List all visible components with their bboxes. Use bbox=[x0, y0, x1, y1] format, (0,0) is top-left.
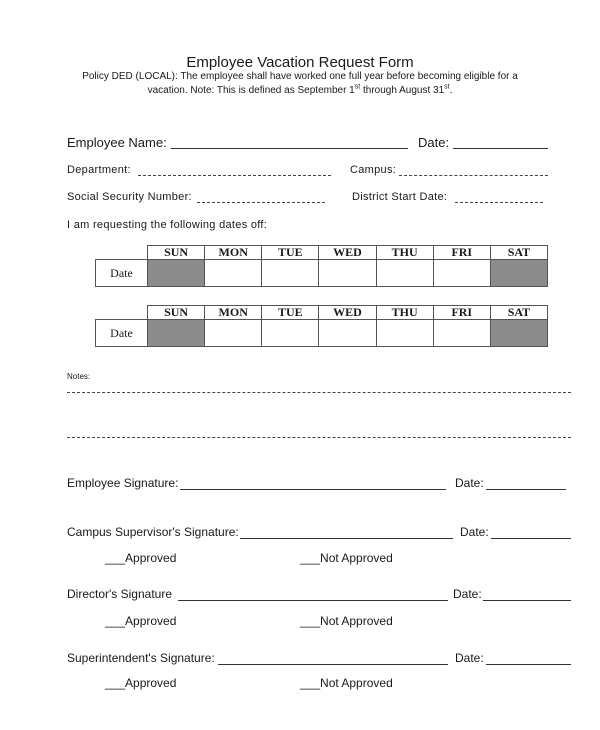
department-label: Department: bbox=[67, 164, 131, 176]
date-cell-wed[interactable] bbox=[319, 320, 376, 347]
policy-line-1: Policy DED (LOCAL): The employee shall have worked one full year before becoming eligible for a bbox=[82, 71, 518, 82]
date-cell-fri[interactable] bbox=[433, 320, 490, 347]
date-cell-mon[interactable] bbox=[205, 260, 262, 287]
supervisor-signature-field[interactable] bbox=[240, 538, 453, 539]
employee-name-label: Employee Name: bbox=[67, 135, 167, 150]
superintendent-signature-field[interactable] bbox=[218, 664, 448, 665]
district-start-date-label: District Start Date: bbox=[352, 191, 448, 203]
day-header-tue: TUE bbox=[262, 246, 319, 260]
day-header-tue: TUE bbox=[262, 306, 319, 320]
date-cell-sat bbox=[490, 320, 547, 347]
supervisor-signature-label: Campus Supervisor's Signature: bbox=[67, 525, 239, 539]
supervisor-not-approved-option[interactable]: ___Not Approved bbox=[300, 551, 393, 565]
director-signature-label: Director's Signature bbox=[67, 587, 172, 601]
table-corner bbox=[96, 246, 148, 260]
day-header-sun: SUN bbox=[148, 306, 205, 320]
director-approved-option[interactable]: ___Approved bbox=[105, 614, 177, 628]
superintendent-not-approved-option[interactable]: ___Not Approved bbox=[300, 676, 393, 690]
superintendent-date-field[interactable] bbox=[486, 664, 571, 665]
ssn-label: Social Security Number: bbox=[67, 191, 192, 203]
form-title: Employee Vacation Request Form bbox=[186, 54, 414, 71]
date-row-label: Date bbox=[96, 260, 148, 287]
policy-line-2: vacation. Note: This is defined as September 1st through August 31st. bbox=[147, 83, 453, 96]
supervisor-date-label: Date: bbox=[460, 525, 489, 539]
date-field[interactable] bbox=[453, 148, 548, 149]
date-cell-wed[interactable] bbox=[319, 260, 376, 287]
day-header-thu: THU bbox=[376, 306, 433, 320]
employee-signature-date-label: Date: bbox=[455, 476, 484, 490]
director-signature-field[interactable] bbox=[178, 600, 448, 601]
district-start-date-field[interactable] bbox=[455, 202, 543, 203]
date-label: Date: bbox=[418, 135, 450, 150]
date-cell-sat bbox=[490, 260, 547, 287]
day-header-sat: SAT bbox=[490, 246, 547, 260]
date-cell-sun bbox=[148, 260, 205, 287]
employee-signature-label: Employee Signature: bbox=[67, 476, 179, 490]
day-header-fri: FRI bbox=[433, 306, 490, 320]
employee-name-field[interactable] bbox=[171, 148, 408, 149]
superintendent-signature-label: Superintendent's Signature: bbox=[67, 651, 215, 665]
dates-table-1 bbox=[95, 245, 548, 287]
date-cell-fri[interactable] bbox=[433, 260, 490, 287]
date-row-label: Date bbox=[96, 320, 148, 347]
notes-line-1[interactable] bbox=[67, 392, 571, 393]
department-field[interactable] bbox=[138, 175, 331, 176]
date-cell-tue[interactable] bbox=[262, 320, 319, 347]
notes-label: Notes: bbox=[67, 372, 91, 381]
day-header-mon: MON bbox=[205, 306, 262, 320]
director-date-label: Date: bbox=[453, 587, 482, 601]
superintendent-date-label: Date: bbox=[455, 651, 484, 665]
date-cell-tue[interactable] bbox=[262, 260, 319, 287]
employee-signature-date-field[interactable] bbox=[486, 489, 566, 490]
ssn-field[interactable] bbox=[197, 202, 325, 203]
director-date-field[interactable] bbox=[483, 600, 571, 601]
superintendent-approved-option[interactable]: ___Approved bbox=[105, 676, 177, 690]
supervisor-date-field[interactable] bbox=[491, 538, 571, 539]
supervisor-approved-option[interactable]: ___Approved bbox=[105, 551, 177, 565]
day-header-thu: THU bbox=[376, 246, 433, 260]
notes-line-2[interactable] bbox=[67, 437, 571, 438]
campus-field[interactable] bbox=[399, 175, 548, 176]
day-header-mon: MON bbox=[205, 246, 262, 260]
day-header-sat: SAT bbox=[490, 306, 547, 320]
day-header-sun: SUN bbox=[148, 246, 205, 260]
table-corner bbox=[96, 306, 148, 320]
day-header-wed: WED bbox=[319, 246, 376, 260]
date-cell-thu[interactable] bbox=[376, 320, 433, 347]
day-header-fri: FRI bbox=[433, 246, 490, 260]
employee-signature-field[interactable] bbox=[180, 489, 446, 490]
date-cell-thu[interactable] bbox=[376, 260, 433, 287]
director-not-approved-option[interactable]: ___Not Approved bbox=[300, 614, 393, 628]
day-header-wed: WED bbox=[319, 306, 376, 320]
dates-table-2 bbox=[95, 305, 548, 347]
date-cell-sun bbox=[148, 320, 205, 347]
date-cell-mon[interactable] bbox=[205, 320, 262, 347]
requesting-dates-label: I am requesting the following dates off: bbox=[67, 219, 268, 231]
campus-label: Campus: bbox=[350, 164, 397, 176]
